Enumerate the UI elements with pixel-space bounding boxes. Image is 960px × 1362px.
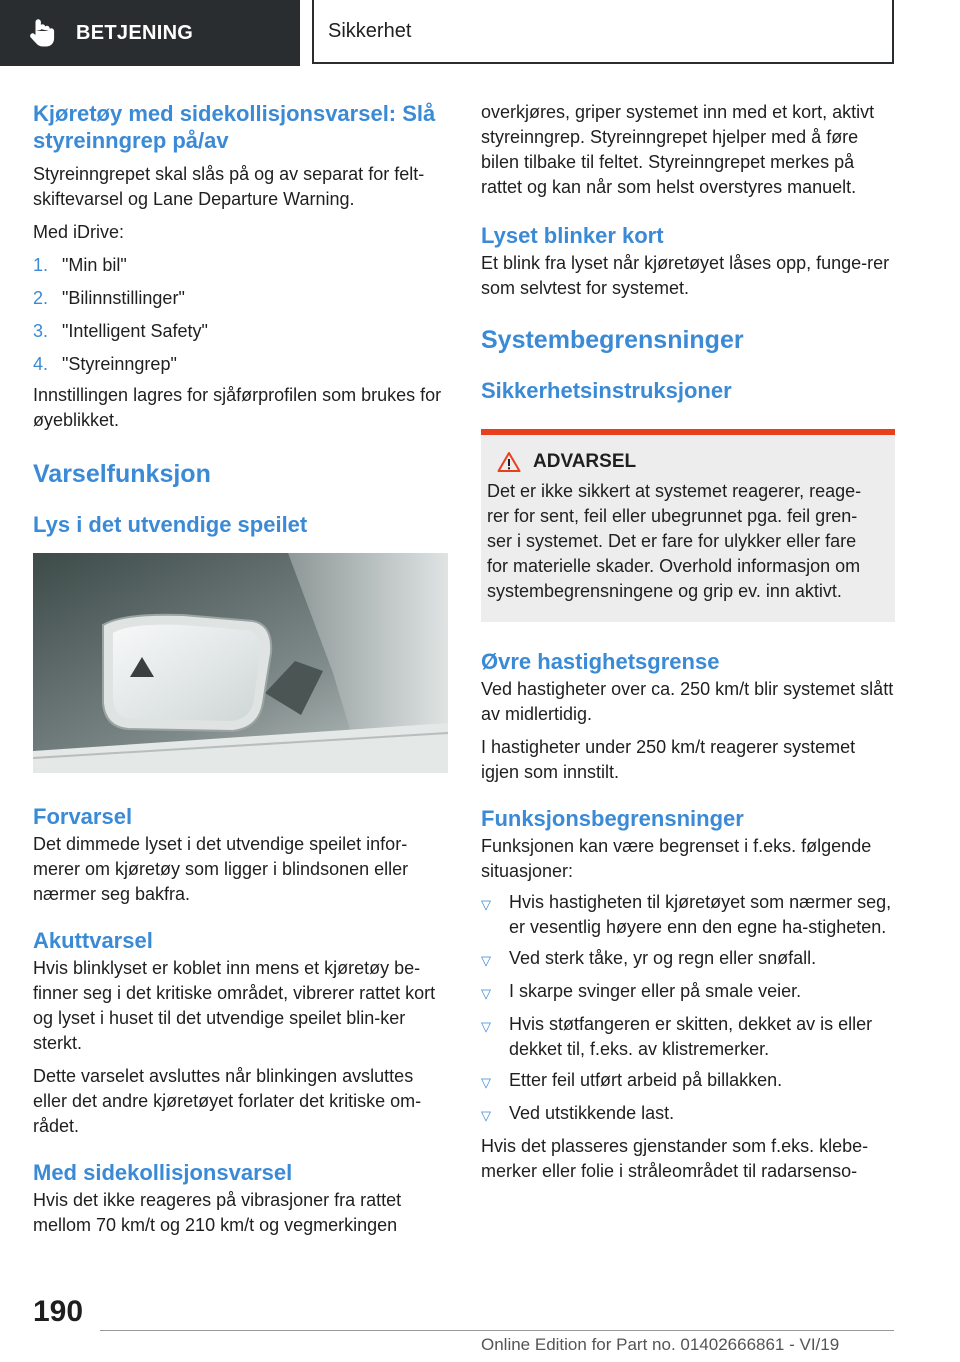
warning-text: Det er ikke sikkert at systemet reagerer, reage-rer for sent, feil eller ubegrunnet pga. feil gren-ser i systemet. Det er fare for ulykker eller fare for materielle skader. Overhold informasjon om systembegrensningene og grip ev. inn aktivt. xyxy=(487,481,862,601)
heading-forvarsel: Forvarsel xyxy=(33,804,133,829)
bullet-triangle-icon: ▽ xyxy=(481,986,491,1001)
heading-sikkerhetsinstruksjoner: Sikkerhetsinstruksjoner xyxy=(481,378,732,403)
bullet-triangle-icon: ▽ xyxy=(481,1108,491,1123)
warning-title: ADVARSEL xyxy=(533,451,637,472)
list-item-text: Ved utstikkende last. xyxy=(509,1103,675,1123)
heading-ovre-hastighetsgrense: Øvre hastighetsgrense xyxy=(481,649,720,674)
bullet-triangle-icon: ▽ xyxy=(481,897,491,912)
paragraph-continued: overkjøres, griper systemet inn med et kort, aktivt styreinngrep. Styreinngrepet hjelper med å føre bilen tilbake til feltet. Styreinngrepet merkes på rattet og kan når som helst overstyres manuelt. xyxy=(481,102,875,197)
heading-lyset-blinker: Lyset blinker kort xyxy=(481,223,664,248)
paragraph-last: Hvis det plasseres gjenstander som f.eks. klebe-merker eller folie i stråleområdet til radarsenso- xyxy=(481,1136,869,1181)
section-label: BETJENING xyxy=(76,21,194,44)
section-tab xyxy=(0,0,300,66)
page-number: 190 xyxy=(33,1295,84,1328)
list-item-text: I skarpe svinger eller på smale veier. xyxy=(509,981,802,1001)
list-item xyxy=(33,319,448,344)
list-item-text: Etter feil utført arbeid på billakken. xyxy=(509,1070,783,1090)
paragraph-lagres: Innstillingen lagres for sjåførprofilen som brukes for øyeblikket. xyxy=(33,385,442,430)
paragraph-ovre-1: Ved hastigheter over ca. 250 km/t blir systemet slått av midlertidig. xyxy=(481,679,894,724)
step-text: "Styreinngrep" xyxy=(62,354,177,374)
paragraph-akutt-2: Dette varselet avsluttes når blinkingen avsluttes eller det andre kjøretøyet forlater det kritiske om-rådet. xyxy=(33,1066,422,1136)
step-number: 1. xyxy=(33,255,49,275)
list-item xyxy=(481,1068,895,1095)
warning-triangle-icon xyxy=(497,451,521,473)
list-item xyxy=(481,1101,895,1128)
step-text: "Bilinnstillinger" xyxy=(62,288,185,308)
paragraph-slaa: Styreinngrepet skal slås på og av separat for felt-skiftevarsel og Lane Departure Warning. xyxy=(33,164,425,209)
warning-header xyxy=(487,451,881,473)
heading-lys-speil: Lys i det utvendige speilet xyxy=(33,512,308,537)
left-column xyxy=(33,100,448,1238)
chapter-box xyxy=(312,0,894,64)
mirror-photo xyxy=(33,553,448,773)
step-number: 3. xyxy=(33,321,49,341)
list-item-text: Ved sterk tåke, yr og regn eller snøfall. xyxy=(509,948,817,968)
step-number: 4. xyxy=(33,354,49,374)
hand-pointer-icon xyxy=(22,13,62,53)
step-text: "Min bil" xyxy=(62,255,127,275)
paragraph-ovre-2: I hastigheter under 250 km/t reagerer systemet igjen som innstilt. xyxy=(481,737,856,782)
heading-sidekollisjon: Med sidekollisjonsvarsel xyxy=(33,1160,293,1185)
edition-note: Online Edition for Part no. 01402666861 - VI/19 xyxy=(481,1335,840,1354)
bullet-triangle-icon: ▽ xyxy=(481,953,491,968)
paragraph-blinker: Et blink fra lyset når kjøretøyet låses opp, funge-rer som selvtest for systemet. xyxy=(481,253,890,298)
warning-box xyxy=(481,429,895,622)
step-number: 2. xyxy=(33,288,49,308)
bullet-triangle-icon: ▽ xyxy=(481,1075,491,1090)
heading-systembegrensninger: Systembegrensninger xyxy=(481,326,744,354)
limitations-list xyxy=(481,890,895,1128)
list-item-text: Hvis støtfangeren er skitten, dekket av is eller dekket til, f.eks. av klistremerker. xyxy=(509,1014,873,1059)
list-item xyxy=(481,890,895,940)
heading-funksjonsbegrensninger: Funksjonsbegrensninger xyxy=(481,806,744,831)
list-item xyxy=(33,352,448,377)
bullet-triangle-icon: ▽ xyxy=(481,1019,491,1034)
paragraph-akutt-1: Hvis blinklyset er koblet inn mens et kjøretøy be-finner seg i det kritiske området, vibrerer rattet kort og lyset i huset til det utvendige speilet blin-ker sterkt. xyxy=(33,958,436,1053)
paragraph-sidekollisjon: Hvis det ikke reageres på vibrasjoner fra rattet mellom 70 km/t og 210 km/t og vegmerkingen xyxy=(33,1190,402,1235)
paragraph-forvarsel: Det dimmede lyset i det utvendige speilet infor-merer om kjøretøy som ligger i blindsonen eller nærmer seg bakfra. xyxy=(33,834,409,904)
list-item xyxy=(481,1012,895,1062)
step-text: "Intelligent Safety" xyxy=(62,321,208,341)
list-item xyxy=(481,946,895,973)
heading-akuttvarsel: Akuttvarsel xyxy=(33,928,153,953)
list-item xyxy=(481,979,895,1006)
footer-divider xyxy=(100,1330,894,1331)
paragraph-funksjon: Funksjonen kan være begrenset i f.eks. følgende situasjoner: xyxy=(481,836,872,881)
chapter-label: Sikkerhet xyxy=(328,19,412,42)
idrive-steps xyxy=(33,253,448,377)
paragraph-idrive: Med iDrive: xyxy=(33,222,125,242)
heading-slaa-styreinngrep: Kjøretøy med sidekollisjonsvarsel: Slå styreinngrep på/av xyxy=(33,101,436,153)
list-item xyxy=(33,253,448,278)
heading-varselfunksjon: Varselfunksjon xyxy=(33,460,211,488)
right-column xyxy=(481,100,895,1184)
list-item xyxy=(33,286,448,311)
list-item-text: Hvis hastigheten til kjøretøyet som nærmer seg, er vesentlig høyere enn den egne ha-stigheten. xyxy=(509,892,892,937)
